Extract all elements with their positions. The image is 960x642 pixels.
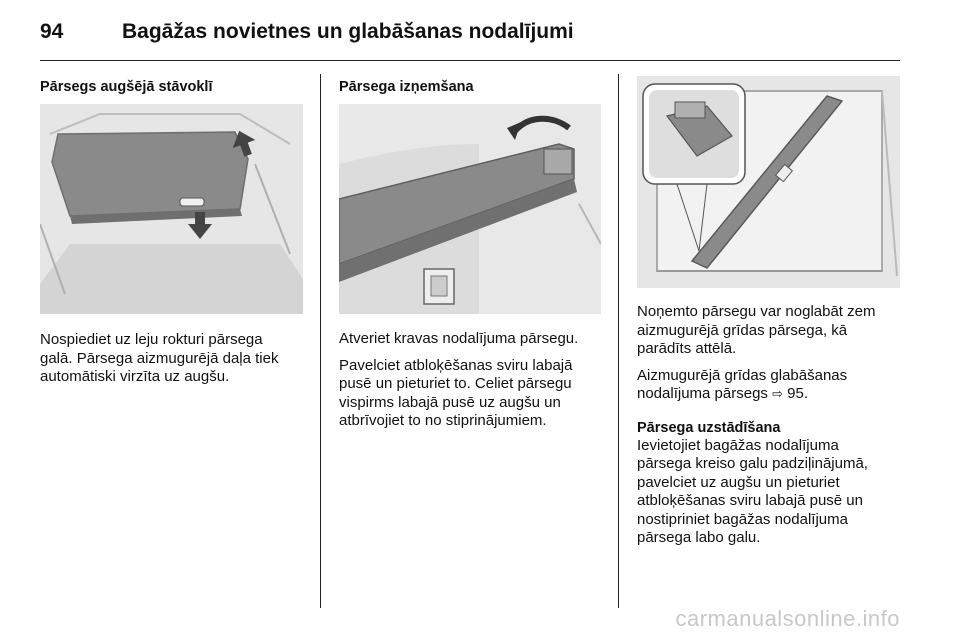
section-heading-cover-up: Pārsegs augšējā stāvoklī [40,79,213,95]
instruction-line: pusē un pieturiet to. Celiet pārsegu [339,375,572,392]
instruction-line: galā. Pārsega aizmugurējā daļa tiek [40,349,279,367]
header-divider [40,60,900,61]
instruction-line: Ievietojiet bagāžas nodalījuma [637,436,839,454]
watermark: carmanualsonline.info [675,606,900,631]
instruction-line: automātiski virzīta uz augšu. [40,368,230,385]
illustration-cover-release-lever [339,104,601,314]
section-heading-cover-installation: Pārsega uzstādīšana [637,419,781,436]
instruction-line: Atveriet kravas nodalījuma pārsegu. [339,330,579,347]
column-2 [339,78,609,96]
page-reference-arrow-icon: ⇨ [772,387,783,402]
instruction-line-with-reference [637,385,902,405]
instruction-line: Pavelciet atbloķēšanas sviru labajā [339,356,573,374]
instruction-line: atbloķēšanas sviru labajā pusē un [637,492,863,509]
reference-text: nodalījuma pārsegs [637,385,768,402]
instruction-line: Noņemto pārsegu var noglabāt zem [637,303,876,320]
column-1-text [40,331,315,387]
page-number: 94 [40,20,64,43]
instruction-line: Nospiediet uz leju rokturi pārsega [40,331,263,348]
instruction-line: parādīts attēlā. [637,340,737,357]
instruction-line: pārsega kreiso galu padziļinājumā, [637,455,868,472]
column-1 [40,78,310,96]
figure-cover-removal [339,104,601,314]
instruction-line: atbrīvojiet to no stiprinājumiem. [339,412,547,429]
page-reference-link[interactable]: 95. [787,385,809,402]
page-title: Bagāžas novietnes un glabāšanas nodalījumi [122,20,574,43]
column-3-text [637,303,902,548]
column-2-text [339,330,611,431]
instruction-line: aizmugurējā grīdas pārsega, kā [637,321,848,339]
figure-cover-upper-position [40,104,303,314]
illustration-trunk-cover [40,104,303,314]
column-divider-2 [618,74,619,608]
illustration-cover-under-floor [637,76,900,288]
instruction-line: pavelciet uz augšu un pieturiet [637,473,840,491]
page-header [40,14,900,52]
instruction-line: pārsega labo galu. [637,529,761,546]
section-heading-cover-removal: Pārsega izņemšana [339,79,474,95]
instruction-line: vispirms labajā pusē uz augšu un [339,393,561,411]
instruction-line: nostipriniet bagāžas nodalījuma [637,510,848,528]
figure-cover-storage [637,76,900,288]
column-divider-1 [320,74,321,608]
instruction-line: Aizmugurējā grīdas glabāšanas [637,366,848,384]
